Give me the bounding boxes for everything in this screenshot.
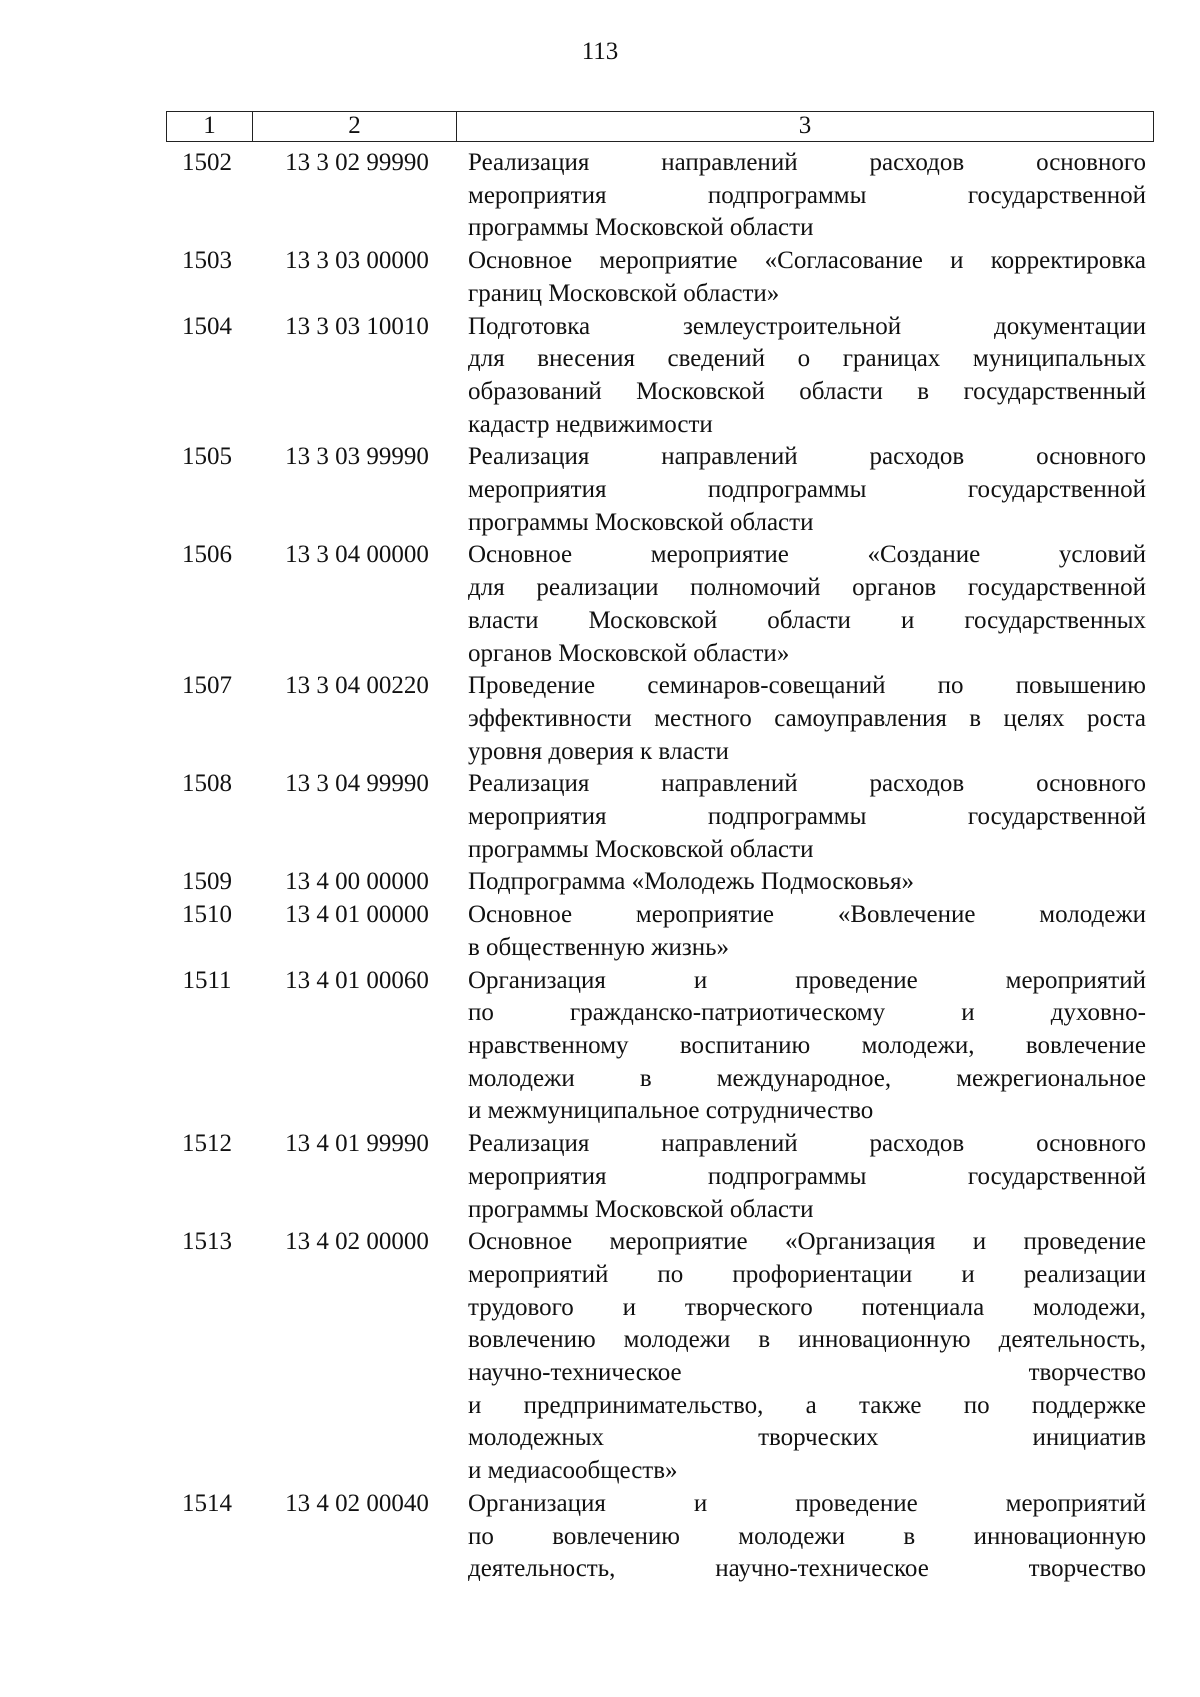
description-line: Организация и проведение мероприятий [468, 966, 1146, 994]
description-line: программы Московской области [468, 1195, 814, 1223]
description-line: трудового и творческого потенциала молодежи, [468, 1293, 1146, 1321]
row-code: 13 4 00 00000 [285, 868, 429, 896]
description-line: власти Московской области и государственных [468, 606, 1146, 634]
table-row [166, 441, 1154, 539]
row-number: 1512 [182, 1130, 232, 1158]
row-description [468, 147, 1146, 245]
description-line: программы Московской области [468, 835, 814, 863]
description-line: нравственному воспитанию молодежи, вовлечение [468, 1031, 1146, 1059]
row-description [468, 670, 1146, 768]
table-row [166, 768, 1154, 866]
description-line: Реализация направлений расходов основного [468, 1130, 1146, 1158]
description-line: и медиасообществ» [468, 1457, 678, 1485]
description-line: вовлечению молодежи в инновационную деятельность, [468, 1326, 1146, 1354]
header-col-2: 2 [253, 112, 457, 141]
description-line: мероприятия подпрограммы государственной [468, 803, 1146, 831]
row-description [468, 245, 1146, 310]
row-code: 13 4 01 99990 [285, 1130, 429, 1158]
description-line: по вовлечению молодежи в инновационную [468, 1522, 1146, 1550]
row-description [468, 311, 1146, 442]
description-line: мероприятия подпрограммы государственной [468, 476, 1146, 504]
description-line: деятельность, научно-техническое творчество [468, 1555, 1146, 1583]
row-code: 13 4 02 00040 [285, 1489, 429, 1517]
description-line: эффективности местного самоуправления в целях роста [468, 704, 1146, 732]
row-number: 1511 [182, 966, 232, 994]
description-line: образований Московской области в государственный [468, 377, 1146, 405]
description-line: уровня доверия к власти [468, 737, 729, 765]
description-line: Организация и проведение мероприятий [468, 1489, 1146, 1517]
table-row [166, 899, 1154, 964]
header-col-1: 1 [167, 112, 253, 141]
row-number: 1505 [182, 443, 232, 471]
page-number: 113 [581, 38, 619, 65]
description-line: Реализация направлений расходов основного [468, 149, 1146, 176]
description-line: Реализация направлений расходов основного [468, 443, 1146, 471]
description-line: Основное мероприятие «Создание условий [468, 541, 1146, 569]
description-line: Основное мероприятие «Согласование и корректировка [468, 247, 1146, 275]
description-line: Подпрограмма «Молодежь Подмосковья» [468, 868, 915, 896]
table-row [166, 311, 1154, 442]
table-row [166, 866, 1154, 899]
description-line: мероприятия подпрограммы государственной [468, 1162, 1146, 1190]
table-header [166, 111, 1154, 142]
description-line: Основное мероприятие «Вовлечение молодежи [468, 901, 1146, 929]
row-description [468, 768, 1146, 866]
description-line: и межмуниципальное сотрудничество [468, 1097, 874, 1125]
row-code: 13 3 04 00220 [285, 672, 429, 700]
row-number: 1514 [182, 1489, 232, 1517]
row-number: 1509 [182, 868, 232, 896]
description-line: границ Московской области» [468, 279, 780, 307]
row-code: 13 4 02 00000 [285, 1228, 429, 1256]
table-row [166, 1128, 1154, 1226]
description-line: по гражданско-патриотическому и духовно- [468, 999, 1146, 1027]
description-line: для внесения сведений о границах муниципальных [468, 345, 1146, 373]
row-number: 1507 [182, 672, 232, 700]
table-body [166, 147, 1154, 1586]
description-line: молодежных творческих инициатив [468, 1424, 1146, 1452]
row-code: 13 3 04 99990 [285, 770, 429, 798]
description-line: Основное мероприятие «Организация и проведение [468, 1228, 1146, 1256]
row-code: 13 3 03 99990 [285, 443, 429, 471]
row-description [468, 539, 1146, 670]
row-number: 1510 [182, 901, 232, 929]
table-row [166, 965, 1154, 1129]
row-number: 1504 [182, 312, 232, 340]
description-line: кадастр недвижимости [468, 410, 713, 438]
description-line: и предпринимательство, а также по поддержке [468, 1391, 1146, 1419]
description-line: мероприятий по профориентации и реализации [468, 1260, 1146, 1288]
description-line: в общественную жизнь» [468, 933, 730, 961]
row-description [468, 866, 1146, 899]
description-line: программы Московской области [468, 214, 814, 242]
row-code: 13 3 04 00000 [285, 541, 429, 569]
row-number: 1503 [182, 247, 232, 275]
row-number: 1513 [182, 1228, 232, 1256]
table-row [166, 670, 1154, 768]
row-description [468, 1226, 1146, 1488]
description-line: мероприятия подпрограммы государственной [468, 181, 1146, 209]
description-line: научно-техническое творчество [468, 1359, 1146, 1387]
row-description [468, 965, 1146, 1129]
description-line: органов Московской области» [468, 639, 790, 667]
table-row [166, 147, 1154, 245]
table-row [166, 1226, 1154, 1488]
description-line: Реализация направлений расходов основного [468, 770, 1146, 798]
row-description [468, 899, 1146, 964]
table-row [166, 539, 1154, 670]
row-code: 13 3 02 99990 [285, 149, 429, 176]
row-number: 1508 [182, 770, 232, 798]
table-row [166, 1488, 1154, 1586]
row-code: 13 4 01 00060 [285, 966, 429, 994]
row-code: 13 3 03 00000 [285, 247, 429, 275]
description-line: Подготовка землеустроительной документации [468, 312, 1146, 340]
description-line: Проведение семинаров-совещаний по повышению [468, 672, 1146, 700]
row-number: 1506 [182, 541, 232, 569]
description-line: программы Московской области [468, 508, 814, 536]
row-code: 13 4 01 00000 [285, 901, 429, 929]
description-line: молодежи в международное, межрегиональное [468, 1064, 1146, 1092]
description-line: для реализации полномочий органов государственной [468, 574, 1146, 602]
row-description [468, 1488, 1146, 1586]
row-number: 1502 [182, 149, 232, 176]
row-code: 13 3 03 10010 [285, 312, 429, 340]
row-description [468, 441, 1146, 539]
row-description [468, 1128, 1146, 1226]
header-col-3: 3 [798, 112, 812, 139]
table-row [166, 245, 1154, 310]
